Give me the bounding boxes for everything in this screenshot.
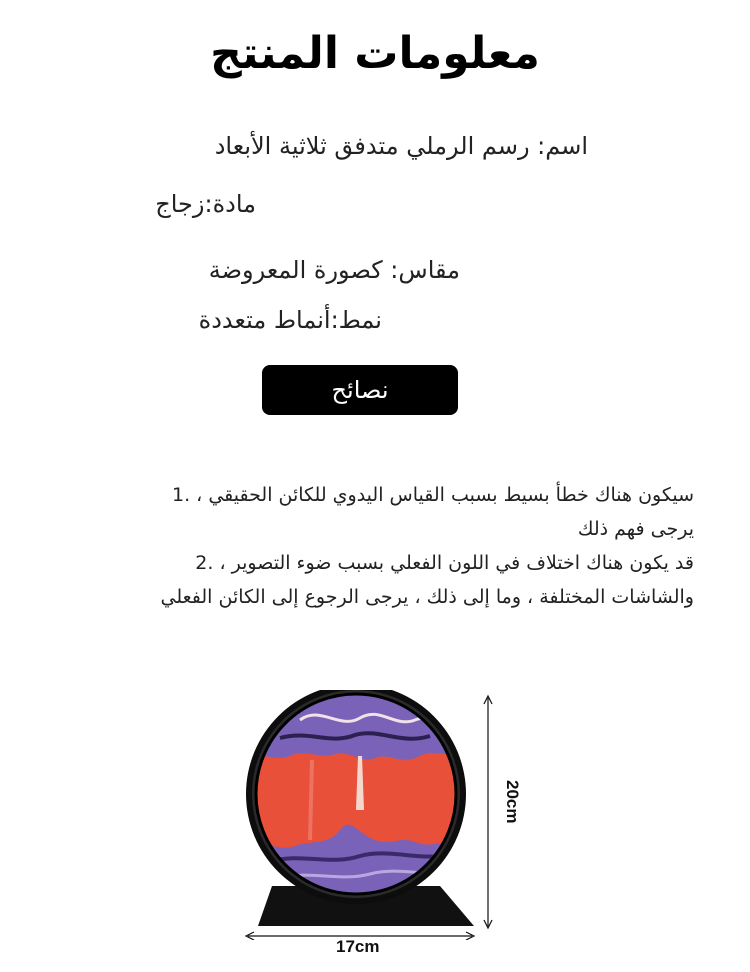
tips-text (44, 478, 694, 614)
spec-style: نمط:أنماط متعددة (198, 306, 382, 334)
width-label: 17cm (336, 937, 380, 956)
page-title: معلومات المنتج (210, 28, 540, 79)
tip-line: يرجى فهم ذلك (577, 518, 694, 540)
tip-line: قد يكون هناك اختلاف في اللون الفعلي بسبب ضوء التصوير ، .2 (195, 552, 694, 574)
tip-line: سيكون هناك خطأ بسيط بسبب القياس اليدوي للكائن الحقيقي ، .1 (172, 484, 694, 506)
sand-art-frame-icon (240, 690, 500, 940)
tip-line: والشاشات المختلفة ، وما إلى ذلك ، يرجى الرجوع إلى الكائن الفعلي (160, 586, 694, 608)
spec-material: مادة:زجاج (155, 190, 256, 218)
spec-name: اسم: رسم الرملي متدفق ثلاثية الأبعاد (214, 132, 588, 160)
tips-badge: نصائح (262, 365, 458, 415)
height-label: 20cm (503, 780, 522, 824)
spec-size: مقاس: كصورة المعروضة (208, 256, 460, 284)
